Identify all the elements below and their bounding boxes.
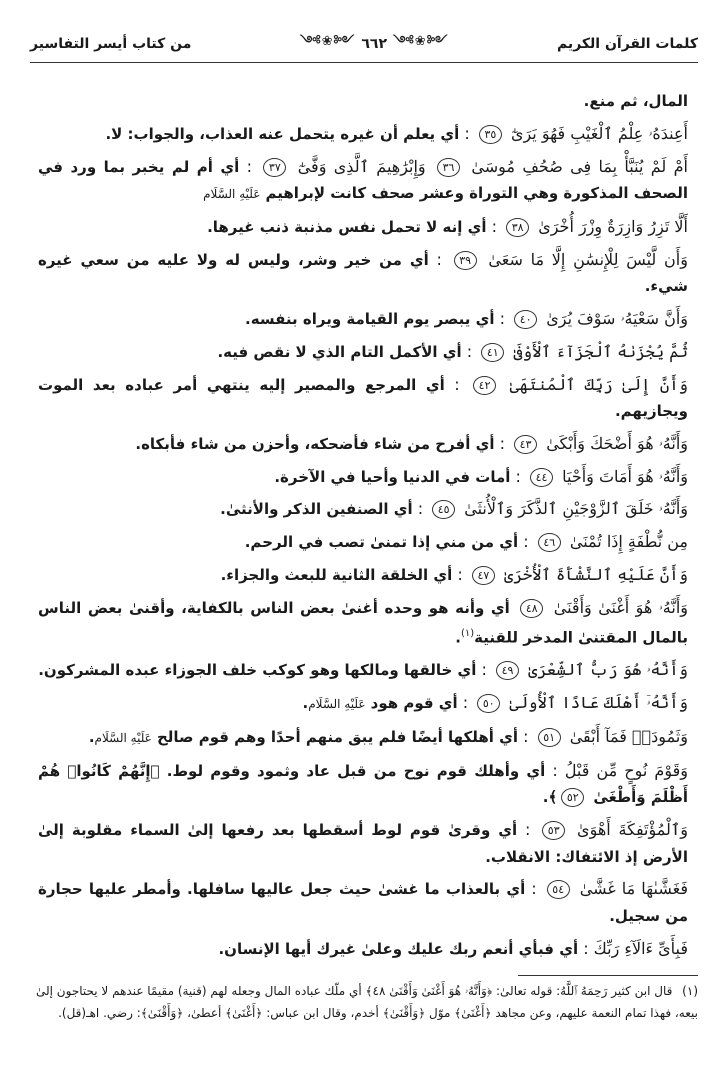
explanation: أي أفرح من شاء فأضحكه، وأحزن من شاء فأبكاه. (135, 434, 495, 453)
verse-number: ٣٨ (506, 218, 529, 237)
separator: : (464, 123, 470, 143)
honorific: عَلَيْهِ السَّلَام (94, 731, 152, 746)
separator: : (499, 308, 506, 328)
quran-word: أَعِندَهُۥ عِلْمُ ٱلْغَيْبِ فَهُوَ يَرَىٰٓ (510, 123, 688, 143)
quran-word: وَأَنَّ إِلَىٰ رَبِّكَ ٱلْمُنتَهَىٰ (509, 374, 689, 394)
quran-word: وَأَنَّ عَلَيْهِ ٱلنَّشْأَةَ ٱلْأُخْرَىٰ (503, 565, 688, 585)
quran-word: وَقَوْمَ نُوحٍ مِّن قَبْلُ (564, 760, 688, 780)
quran-word: وَأَنَّ سَعْيَهُۥ سَوْفَ يُرَىٰ (546, 308, 688, 328)
entry-tail: ﴾. (542, 788, 558, 807)
glossary-entry (38, 690, 688, 718)
quran-word: فَبِأَىِّ ءَالَآءِ رَبِّكَ (593, 938, 688, 958)
quran-word: وَٱلْمُؤْتَفِكَةَ أَهْوَىٰ (577, 820, 688, 840)
separator: : (457, 565, 463, 585)
separator: : (462, 693, 469, 713)
separator: : (246, 156, 252, 176)
quran-word: وَأَنَّهُۥ خَلَقَ ٱلزَّوْجَيْنِ ٱلذَّكَرَ وَٱلْأُنثَىٰ (464, 499, 688, 519)
verse-number: ٣٧ (263, 158, 286, 177)
glossary-entry (38, 595, 688, 651)
explanation: أي المرجع والمصير إليه ينتهي أمر عباده بعد الموت ويجازيهم. (38, 375, 688, 421)
quran-word: أَلَّا تَزِرُ وَازِرَةٌ وِزْرَ أُخْرَىٰ (538, 216, 688, 236)
ornament-left-icon: ༺❀༻ (299, 33, 356, 49)
explanation: أي أهلكها أيضًا فلم يبق منهم أحدًا وهم قوم صالح (156, 728, 519, 747)
glossary-entry (38, 121, 688, 148)
footnote-divider (518, 975, 698, 976)
explanation: أي الصنفين الذكر والأنثىٰ. (220, 500, 413, 519)
separator: : (466, 341, 473, 361)
separator: : (525, 820, 531, 840)
explanation: أي بالعذاب ما غشىٰ حيث جعل عاليها سافلها. وأمطر عليها حجارة من سجيل. (38, 880, 688, 925)
separator: : (436, 249, 442, 269)
separator: : (417, 499, 424, 519)
verse-number: ٤١ (481, 343, 504, 362)
glossary-body (38, 88, 688, 969)
quran-word: فَغَشَّىٰهَا مَا غَشَّىٰ (579, 879, 688, 899)
honorific: عَلَيْهِ السَّلَام (203, 187, 261, 202)
separator: : (499, 433, 505, 453)
verse-number: ٤٥ (432, 500, 455, 519)
explanation: أي يبصر يوم القيامة ويراه بنفسه. (245, 309, 495, 328)
explanation: أي من خير وشر، وليس له ولا عليه من سعي غيره شيء. (38, 250, 688, 296)
separator: : (491, 216, 498, 236)
separator: : (481, 660, 487, 680)
quran-word: وَأَنَّهُۥ هُوَ أَضْحَكَ وَأَبْكَىٰ (546, 433, 688, 453)
verse-number: ٤٠ (514, 310, 537, 329)
glossary-entry (38, 339, 688, 366)
page-number-block (300, 26, 449, 63)
explanation: أي الأكمل التام الذي لا نقص فيه. (217, 342, 462, 361)
quran-word: أَمْ لَمْ يُنَبَّأْ بِمَا فِى صُحُفِ مُوسَىٰ (471, 156, 688, 176)
quran-word: وَأَنَّهُۥ هُوَ أَغْنَىٰ وَأَقْنَىٰ (553, 597, 688, 617)
explanation: أي خالقها ومالكها وهو كوكب خلف الجوزاء عبده المشركون. (38, 661, 477, 680)
footnote-marker: (١) (682, 984, 698, 998)
quran-word: مِن نُّطْفَةٍ إِذَا تُمْنَىٰ (569, 532, 688, 552)
explanation: أي وأهلك قوم نوح من قبل عاد وثمود وقوم لوط. ﴿إِنَّهُمْ كَانُوا۟ هُمْ أَظْلَمَ وَأَطْغَىٰ (38, 761, 688, 807)
glossary-entry (38, 431, 688, 458)
entry-tail: . (455, 628, 461, 647)
verse-number: ٥٢ (561, 788, 584, 807)
verse-number: ٣٦ (437, 158, 460, 177)
explanation: أي وأنه هو وحده أغنىٰ بعض الناس بالكفاية، وأقنىٰ بعض الناس بالمال المقتنىٰ المدخر للقنية (38, 598, 688, 647)
verse-number: ٥٠ (477, 694, 500, 713)
glossary-entry (38, 464, 688, 491)
glossary-entry (38, 657, 688, 684)
separator: : (515, 466, 521, 486)
footnote (36, 980, 698, 1024)
footnote-text: قال ابن كثير رَحِمَهُ ٱللَّهُ: قوله تعالىٰ: ﴿وَأَنَّهُۥ هُوَ أَغْنَىٰ وَأَقْنَىٰ ٤٨﴾ أي ملّك عباده المال وجعله لهم (قنية) مقيمًا عندهم لا يحتاجون إلىٰ بيعه، فهذا تمام النعمة عليهم، وعن مجاهد ﴿أَغْنَىٰ﴾ موّل ﴿وَأَقْنَىٰ﴾ أخدم، وقال ابن عباس: ﴿أَغْنَىٰ﴾ أعطىٰ، ﴿وَأَقْنَىٰ﴾: رضي. اهـ(قل). (36, 984, 698, 1020)
glossary-entry (38, 724, 688, 752)
quran-word: وَأَنَّهُۥ هُوَ رَبُّ ٱلشِّعْرَىٰ (528, 660, 688, 680)
quran-word: وَأَن لَّيْسَ لِلْإِنسَٰنِ إِلَّا مَا سَعَىٰ (488, 249, 688, 269)
explanation: أي قوم هود (370, 694, 458, 713)
entry-tail: . (88, 728, 95, 747)
explanation: أي فبأي أنعم ربك عليك وعلىٰ غيرك أيها الإنسان. (218, 939, 579, 958)
quran-word: وَأَنَّهُۥ هُوَ أَمَاتَ وَأَحْيَا (562, 466, 688, 486)
verse-number: ٤٧ (472, 566, 495, 585)
glossary-entry (38, 306, 688, 333)
verse-number: ٤٣ (514, 435, 537, 454)
verse-number: ٤٦ (538, 533, 561, 552)
verse-number: ٥٤ (547, 880, 570, 899)
separator: : (523, 727, 529, 747)
header-source-title: من كتاب أيسر التفاسير (30, 36, 192, 52)
glossary-entry (38, 247, 688, 300)
glossary-entry (38, 876, 688, 929)
explanation: المال، ثم منع. (583, 92, 688, 110)
explanation: أي وقرىٰ قوم لوط أسقطها بعد رفعها إلىٰ السماء مقلوبة إلىٰ الأرض إذ الائتفاك: الانقلاب. (38, 821, 688, 866)
verse-number: ٤٢ (473, 376, 496, 395)
page-header (30, 30, 698, 58)
glossary-entry (38, 372, 688, 425)
verse-number: ٥١ (538, 728, 561, 747)
separator: : (523, 532, 529, 552)
page-number: ٦٦٢ (361, 36, 387, 52)
glossary-entry (38, 154, 688, 208)
ornament-right-icon: ༺❀༻ (393, 33, 449, 49)
separator: : (552, 760, 558, 780)
separator: : (583, 938, 589, 958)
explanation: أمات في الدنيا وأحيا في الآخرة. (274, 467, 511, 486)
explanation: أي الخلقة الثانية للبعث والجزاء. (220, 566, 453, 585)
glossary-entry (38, 562, 688, 589)
footnote-reference: (١) (460, 628, 475, 640)
verse-number: ٣٥ (479, 125, 502, 144)
verse-number: ٣٩ (454, 251, 477, 270)
header-book-title: كلمات القرآن الكريم (556, 36, 698, 52)
glossary-entry (38, 214, 688, 241)
header-divider (30, 62, 698, 63)
entry-tail: . (302, 694, 309, 713)
glossary-entry (38, 936, 688, 963)
separator: : (454, 374, 460, 394)
quran-word: ثُمَّ يُجْزَىٰهُ ٱلْجَزَآءَ ٱلْأَوْفَىٰ (513, 341, 688, 361)
verse-number: ٤٤ (530, 468, 553, 487)
explanation: أي إنه لا تحمل نفس مذنبة ذنب غيرها. (207, 217, 487, 236)
glossary-entry (38, 817, 688, 870)
quran-word: وَأَنَّهُۥٓ أَهْلَكَ عَادًا ٱلْأُولَىٰ (509, 693, 688, 713)
quran-word: وَثَمُودَا۟ فَمَآ أَبْقَىٰ (569, 727, 688, 747)
explanation: أي يعلم أن غيره يتحمل عنه العذاب، والجواب: لا. (105, 124, 460, 143)
verse-number: ٤٨ (520, 599, 543, 618)
honorific: عَلَيْهِ السَّلَام (308, 697, 366, 712)
glossary-entry (38, 88, 688, 115)
explanation: أي أم لم يخبر بما ورد في الصحف المذكورة وهي التوراة وعشر صحف كانت لإبراهيم (38, 157, 688, 203)
verse-number: ٤٩ (496, 661, 519, 680)
explanation: أي من مني إذا تمنىٰ تصب في الرحم. (244, 533, 519, 552)
separator: : (531, 879, 537, 899)
glossary-entry (38, 758, 688, 811)
glossary-entry (38, 496, 688, 523)
quran-word: وَإِبْرَٰهِيمَ ٱلَّذِى وَفَّىٰٓ (297, 156, 426, 176)
glossary-entry (38, 529, 688, 556)
verse-number: ٥٣ (542, 821, 565, 840)
